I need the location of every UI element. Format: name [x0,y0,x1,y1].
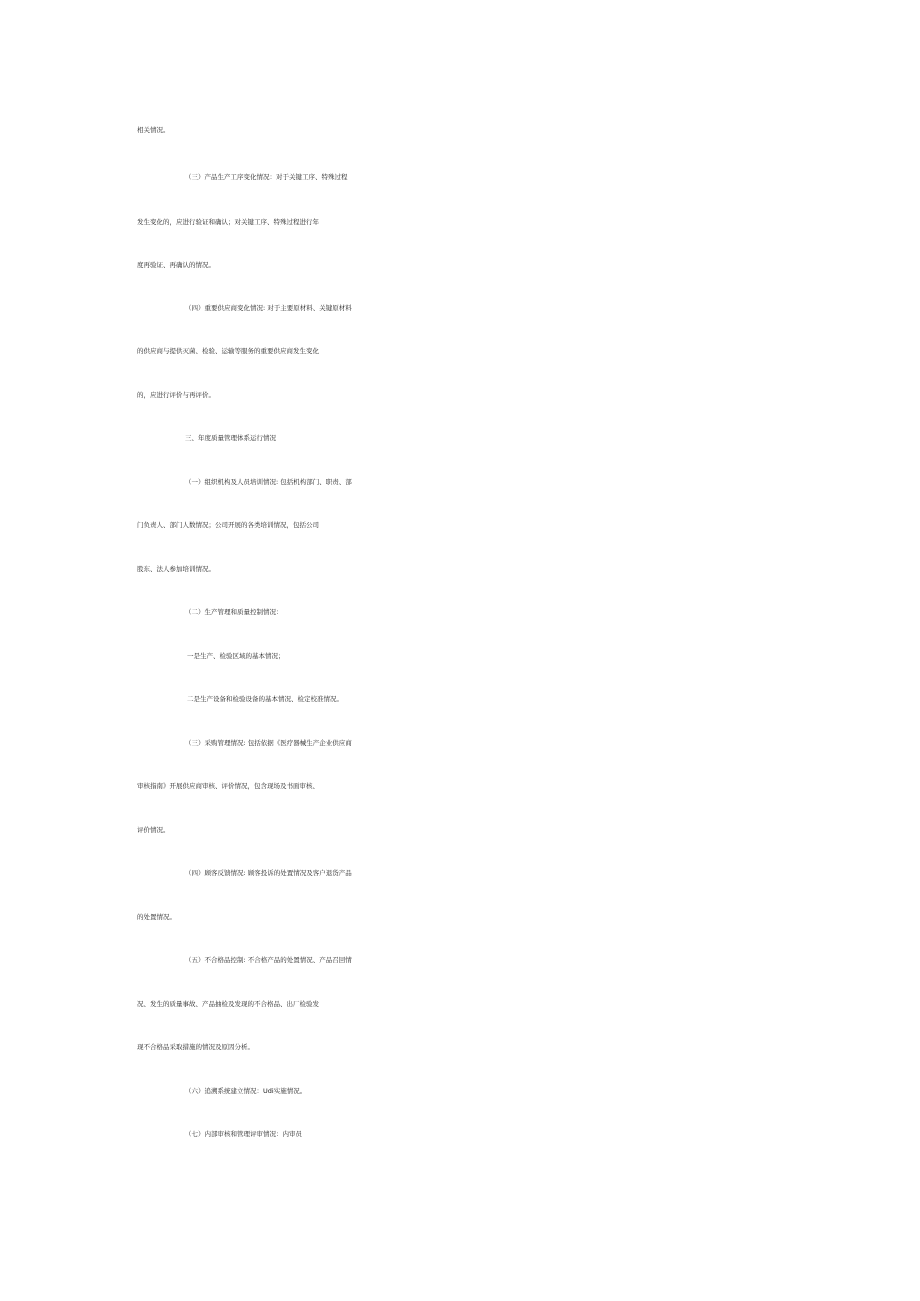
text-line: 一是生产、检验区域的基本情况； [187,652,285,660]
text-line: 现不合格品采取措施的情况及原因分析。 [137,1043,254,1051]
text-line: （三）产品生产工序变化情况：对于关键工序、特殊过程 [185,173,348,181]
text-line: 审核指南》开展供应商审核、评价情况，包含现场及书面审核、 [137,782,319,790]
text-line: （四）顾客反馈情况: 顾客投诉的处置情况及客户退货产品 [185,869,352,877]
text-line: （七）内部审核和管理评审情况：内审员 [185,1130,302,1138]
text-line: （二）生产管理和质量控制情况： [185,608,283,616]
text-line: （三）采购管理情况: 包括依据《医疗器械生产企业供应商 [185,739,352,747]
text-line: 门负责人、部门人数情况；公司开展的各类培训情况，包括公司 [137,521,319,529]
text-line: 评价情况。 [137,826,170,834]
text-line: 的供应商与提供灭菌、检验、运输等服务的重要供应商发生变化 [137,347,319,355]
text-line: 的处置情况。 [137,913,176,921]
section-heading: 三、年度质量管理体系运行情况 [185,434,276,442]
text-line: 况、发生的质量事故、产品抽检及发现的不合格品、出厂检验发 [137,1000,319,1008]
text-line: （四）重要供应商变化情况: 对于主要原材料、关键原材料 [185,304,352,312]
text-line: 度再验证、再确认的情况。 [137,261,215,269]
text-line: （一）组织机构及人员培训情况: 包括机构部门、职责、部 [185,478,352,486]
text-line: （五）不合格品控制: 不合格产品的处置情况、产品召回情 [185,956,352,964]
text-line: 的，应进行评价与再评价。 [137,391,215,399]
text-line: 发生变化的，应进行验证和确认；对关键工序、特殊过程进行年 [137,218,319,226]
text-line: 股东、法人参加培训情况。 [137,565,215,573]
text-line: 相关情况。 [137,126,170,134]
text-line: 二是生产设备和检验设备的基本情况、检定校准情况。 [187,695,343,703]
text-line: （六）追溯系统建立情况：Udi实施情况。 [185,1087,307,1095]
